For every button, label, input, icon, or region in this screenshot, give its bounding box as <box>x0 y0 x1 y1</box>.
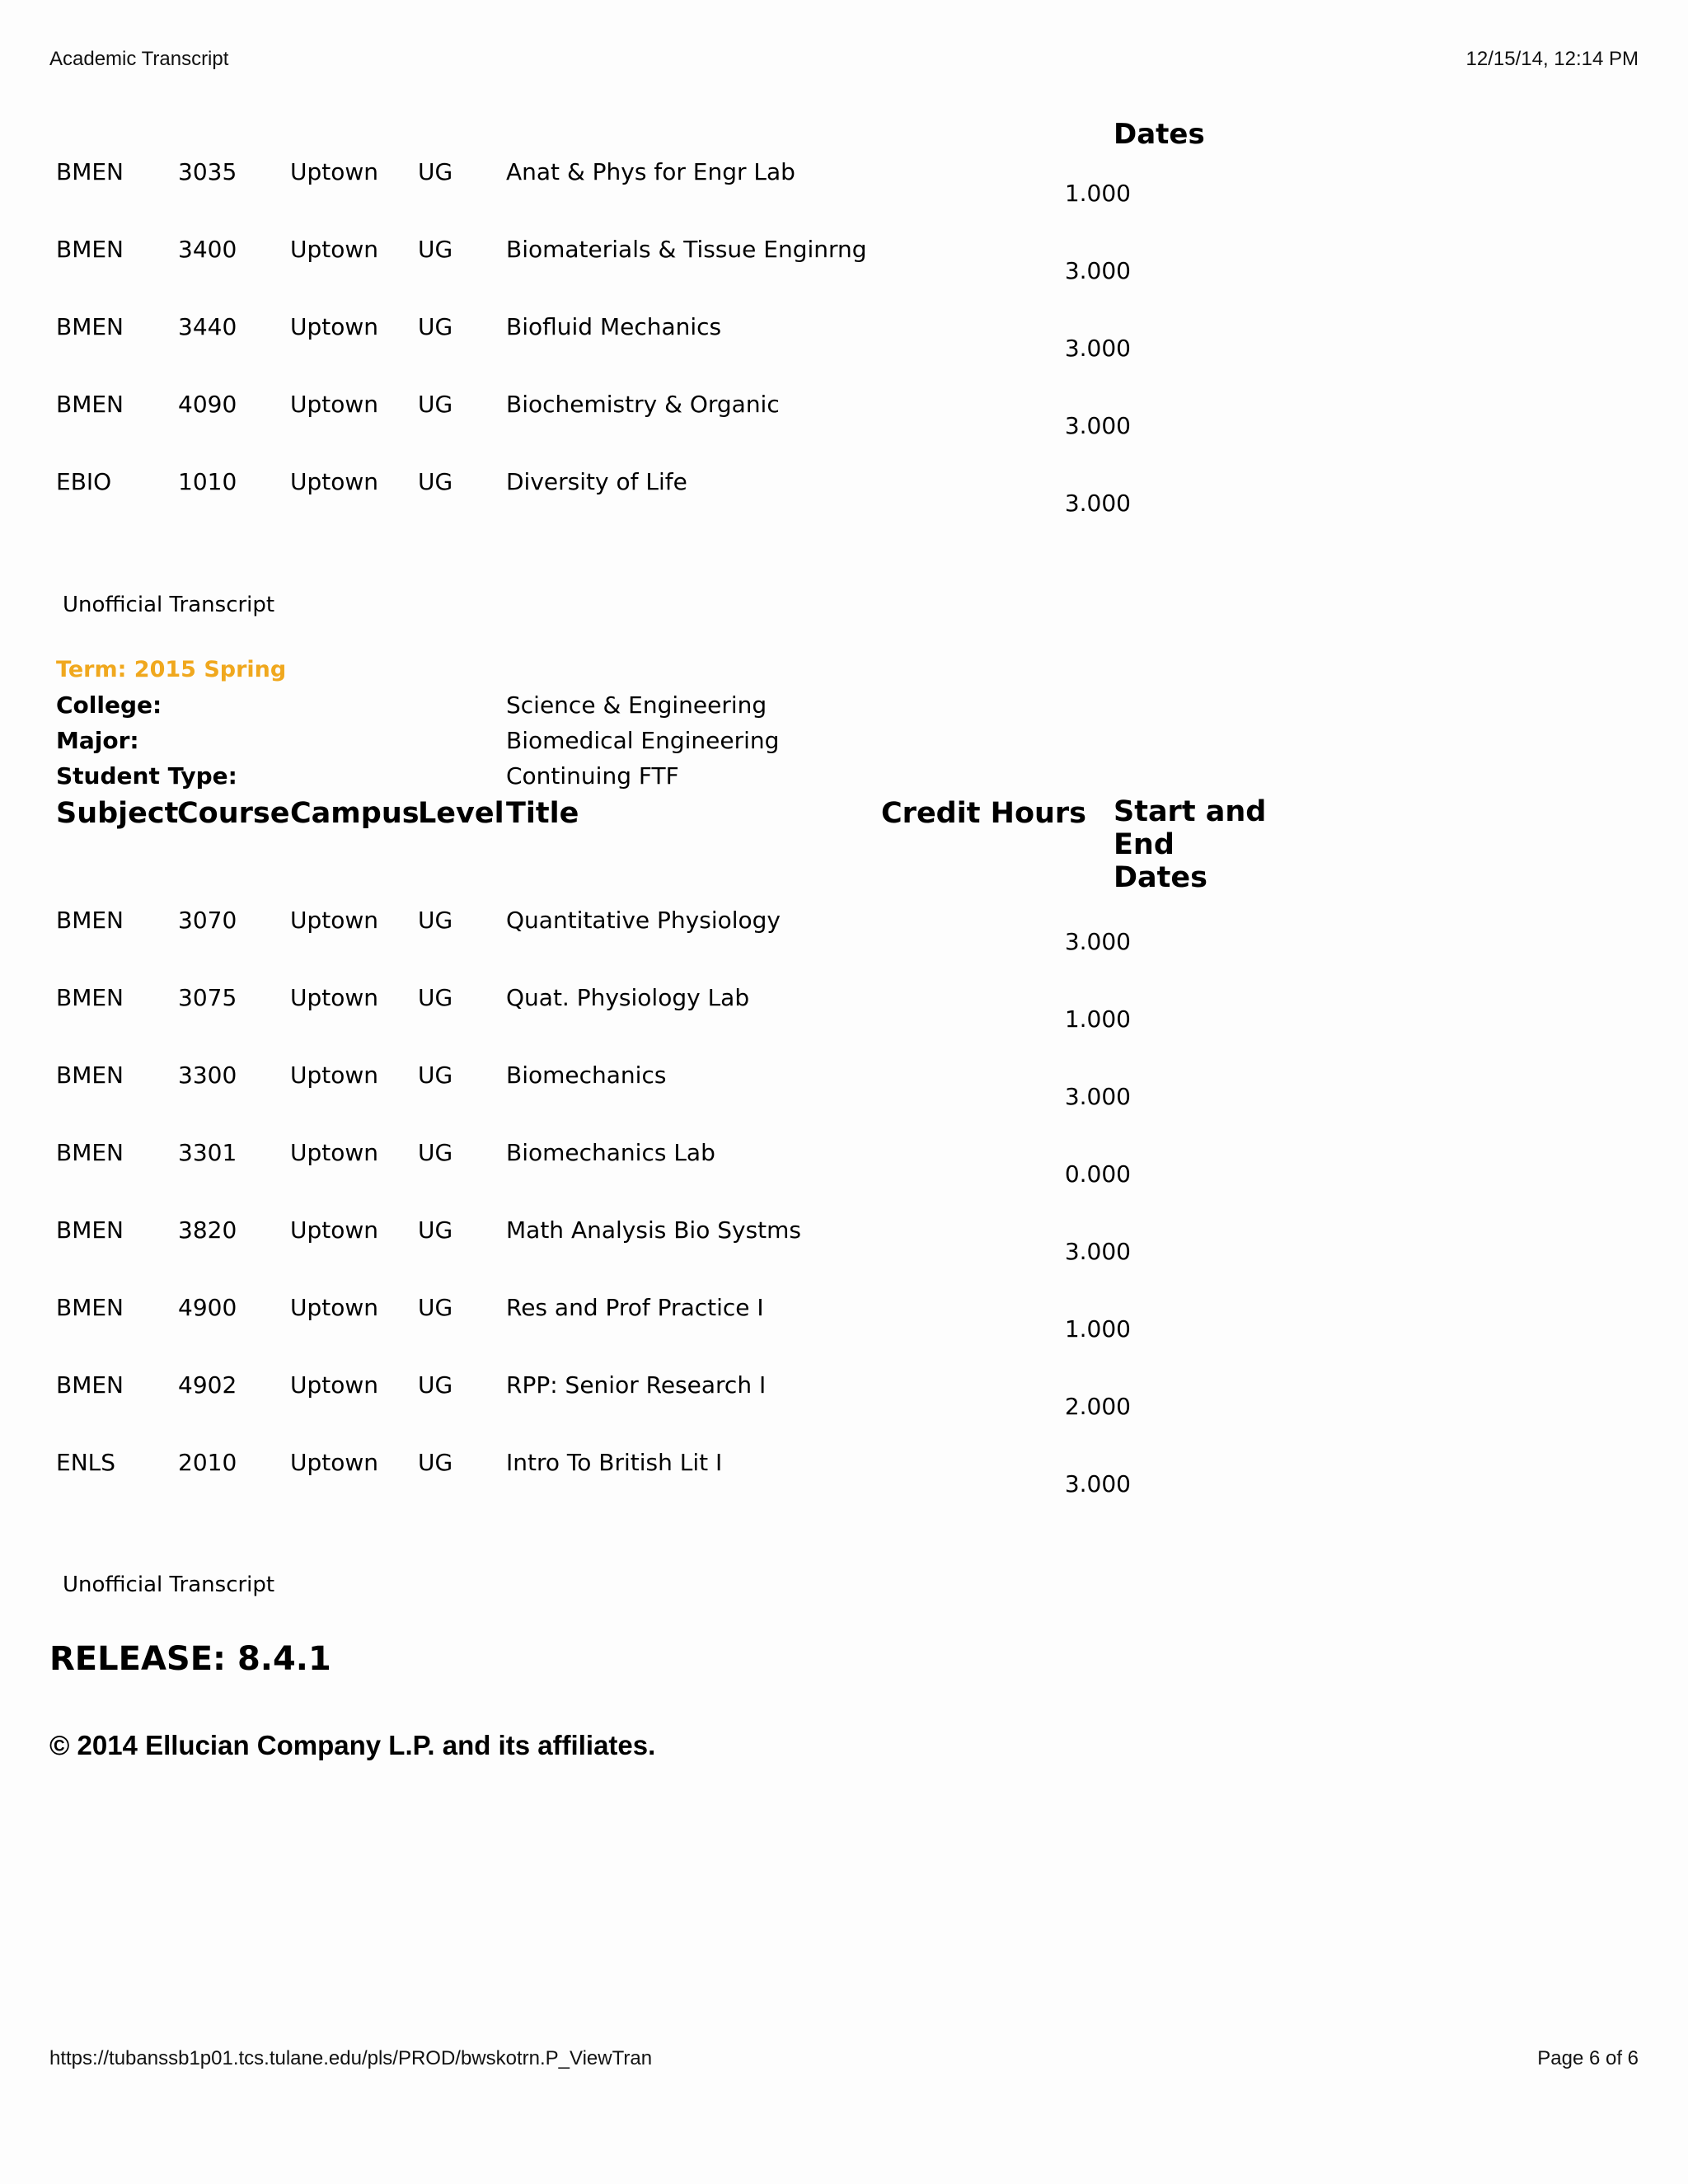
course-subject: BMEN <box>56 391 124 418</box>
course-title: RPP: Senior Research I <box>506 1371 767 1399</box>
course-title: Quantitative Physiology <box>506 907 781 934</box>
course-campus: Uptown <box>290 1294 379 1321</box>
course-credit-hours: 3.000 <box>1064 257 1131 284</box>
print-header-timestamp: 12/15/14, 12:14 PM <box>1465 48 1639 70</box>
dates-column-header-fragment: Dates <box>1114 118 1205 151</box>
course-title: Biomechanics Lab <box>506 1139 715 1166</box>
course-title: Intro To British Lit I <box>506 1449 723 1476</box>
course-campus: Uptown <box>290 1139 379 1166</box>
course-credit-hours: 3.000 <box>1064 1083 1131 1110</box>
course-subject: BMEN <box>56 1139 124 1166</box>
course-number: 2010 <box>178 1449 237 1476</box>
course-subject: BMEN <box>56 1294 124 1321</box>
print-header-title: Academic Transcript <box>49 48 229 70</box>
college-label: College: <box>56 691 162 719</box>
course-campus: Uptown <box>290 1449 379 1476</box>
course-title: Anat & Phys for Engr Lab <box>506 158 795 185</box>
table-row <box>56 1139 1210 1216</box>
print-footer-url: https://tubanssb1p01.tcs.tulane.edu/pls/PROD/bwskotrn.P_ViewTran <box>49 2047 653 2069</box>
column-header-course: Course <box>177 797 290 830</box>
course-credit-hours: 2.000 <box>1064 1393 1131 1420</box>
course-campus: Uptown <box>290 1371 379 1399</box>
course-number: 3440 <box>178 313 237 340</box>
course-level: UG <box>418 313 453 340</box>
course-subject: BMEN <box>56 1371 124 1399</box>
course-level: UG <box>418 158 453 185</box>
course-credit-hours: 0.000 <box>1064 1160 1131 1188</box>
course-title: Biomaterials & Tissue Enginrng <box>506 236 867 263</box>
column-header-subject: Subject <box>56 797 179 830</box>
previous-term-course-list <box>56 158 1210 546</box>
print-footer <box>49 2047 1639 2070</box>
course-subject: EBIO <box>56 468 112 495</box>
course-subject: BMEN <box>56 907 124 934</box>
course-level: UG <box>418 391 453 418</box>
course-title: Res and Prof Practice I <box>506 1294 764 1321</box>
course-campus: Uptown <box>290 907 379 934</box>
course-credit-hours: 3.000 <box>1064 412 1131 439</box>
student-type-label: Student Type: <box>56 762 237 790</box>
unofficial-transcript-note: Unofficial Transcript <box>63 1572 275 1597</box>
course-credit-hours: 3.000 <box>1064 335 1131 362</box>
course-title: Quat. Physiology Lab <box>506 984 750 1011</box>
course-campus: Uptown <box>290 313 379 340</box>
column-header-title: Title <box>506 797 579 830</box>
course-credit-hours: 3.000 <box>1064 928 1131 955</box>
table-row <box>56 391 1210 468</box>
table-row <box>56 1216 1210 1294</box>
course-number: 3820 <box>178 1216 237 1244</box>
table-row <box>56 984 1210 1062</box>
course-campus: Uptown <box>290 391 379 418</box>
course-campus: Uptown <box>290 1062 379 1089</box>
course-level: UG <box>418 1371 453 1399</box>
term-heading: Term: 2015 Spring <box>56 657 287 682</box>
table-row <box>56 468 1210 546</box>
course-subject: BMEN <box>56 158 124 185</box>
course-level: UG <box>418 984 453 1011</box>
release-version: RELEASE: 8.4.1 <box>49 1640 331 1678</box>
copyright-notice: © 2014 Ellucian Company L.P. and its affiliates. <box>49 1730 656 1760</box>
course-number: 4902 <box>178 1371 237 1399</box>
column-header-campus: Campus <box>290 797 420 830</box>
table-row <box>56 236 1210 313</box>
table-row <box>56 1371 1210 1449</box>
table-row <box>56 1449 1210 1526</box>
print-footer-page-number: Page 6 of 6 <box>1537 2047 1639 2069</box>
column-header-dates: Start and End Dates <box>1114 795 1267 894</box>
course-level: UG <box>418 468 453 495</box>
course-subject: BMEN <box>56 984 124 1011</box>
table-row <box>56 1294 1210 1371</box>
table-row <box>56 313 1210 391</box>
course-credit-hours: 1.000 <box>1064 180 1131 207</box>
course-title: Biochemistry & Organic <box>506 391 780 418</box>
course-campus: Uptown <box>290 1216 379 1244</box>
course-number: 3301 <box>178 1139 237 1166</box>
course-credit-hours: 3.000 <box>1064 1470 1131 1497</box>
course-campus: Uptown <box>290 236 379 263</box>
print-header <box>49 48 1639 71</box>
course-title: Math Analysis Bio Systms <box>506 1216 801 1244</box>
student-type-value: Continuing FTF <box>506 762 679 790</box>
course-campus: Uptown <box>290 158 379 185</box>
course-subject: BMEN <box>56 1216 124 1244</box>
table-row <box>56 907 1210 984</box>
course-level: UG <box>418 1216 453 1244</box>
college-value: Science & Engineering <box>506 691 767 719</box>
course-level: UG <box>418 1449 453 1476</box>
course-credit-hours: 1.000 <box>1064 1005 1131 1033</box>
course-number: 3400 <box>178 236 237 263</box>
table-row <box>56 1062 1210 1139</box>
course-campus: Uptown <box>290 468 379 495</box>
course-level: UG <box>418 1139 453 1166</box>
course-level: UG <box>418 236 453 263</box>
major-value: Biomedical Engineering <box>506 727 780 754</box>
course-subject: ENLS <box>56 1449 116 1476</box>
course-credit-hours: 3.000 <box>1064 1238 1131 1265</box>
course-credit-hours: 3.000 <box>1064 490 1131 517</box>
course-subject: BMEN <box>56 313 124 340</box>
term-course-list <box>56 907 1210 1526</box>
major-label: Major: <box>56 727 139 754</box>
course-credit-hours: 1.000 <box>1064 1315 1131 1343</box>
course-subject: BMEN <box>56 1062 124 1089</box>
course-title: Biomechanics <box>506 1062 667 1089</box>
column-header-credit-hours: Credit Hours <box>881 797 1086 830</box>
course-level: UG <box>418 1294 453 1321</box>
course-subject: BMEN <box>56 236 124 263</box>
course-number: 3035 <box>178 158 237 185</box>
course-number: 4900 <box>178 1294 237 1321</box>
unofficial-transcript-note: Unofficial Transcript <box>63 593 275 617</box>
course-campus: Uptown <box>290 984 379 1011</box>
course-level: UG <box>418 907 453 934</box>
course-number: 3300 <box>178 1062 237 1089</box>
column-header-level: Level <box>418 797 504 830</box>
table-row <box>56 158 1210 236</box>
course-number: 1010 <box>178 468 237 495</box>
course-title: Biofluid Mechanics <box>506 313 722 340</box>
course-title: Diversity of Life <box>506 468 687 495</box>
course-number: 3070 <box>178 907 237 934</box>
course-level: UG <box>418 1062 453 1089</box>
course-number: 4090 <box>178 391 237 418</box>
course-number: 3075 <box>178 984 237 1011</box>
